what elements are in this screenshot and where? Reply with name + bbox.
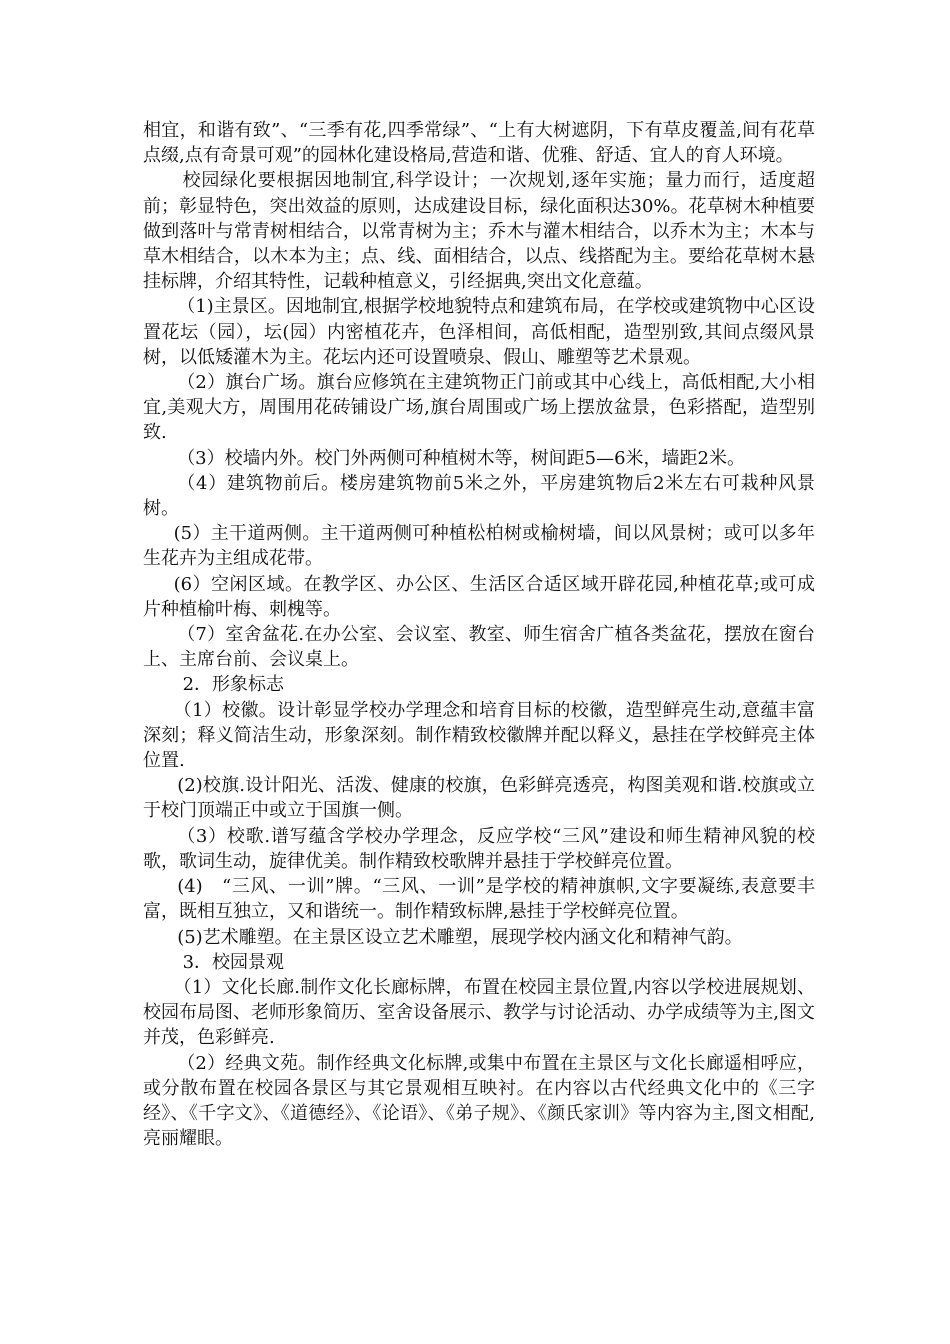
paragraph: （3）校墙内外。校门外两侧可种植树木等，树间距5—6米，墙距2米。 [177,447,745,469]
paragraph: 2．形象标志 [182,674,285,696]
paragraph: （7）室舍盆花.在办公室、会议室、教室、师生宿舍广植各类盆花，摆放在窗台上、主席台前、会议桌上。 [143,624,815,671]
paragraph: (5）主干道两侧。主干道两侧可种植松柏树或榆树墙，间以风景树；或可以多年生花卉为主组成花带。 [143,523,815,570]
paragraph: (5)艺术雕塑。在主景区设立艺术雕塑，展现学校内涵文化和精神气韵。 [177,926,743,948]
paragraph: （1）文化长廊.制作文化长廊标牌，布置在校园主景位置,内容以学校进展规划、校园布局图、老师形象简历、室舍设备展示、教学与讨论活动、办学成绩等为主,图文并茂，色彩鲜亮. [143,976,815,1049]
paragraph: （1）校徽。设计彰显学校办学理念和培育目标的校徽，造型鲜亮生动,意蕴丰富深刻；释义简洁生动，形象深刻。制作精致校徽牌并配以释义，悬挂在学校鲜亮主体位置. [143,699,815,772]
paragraph: （1)主景区。因地制宜,根据学校地貌特点和建筑布局，在学校或建筑物中心区设置花坛（园），坛(园）内密植花卉，色泽相间，高低相配，造型别致,其间点缀风景树，以低矮灌木为主。花坛内还可设置喷泉、假山、雕塑等艺术景观。 [143,296,815,368]
paragraph: 相宜，和谐有致”、“三季有花,四季常绿”、“上有大树遮阴，下有草皮覆盖,间有花草点缀,点有奇景可观”的园林化建设格局,营造和谐、优雅、舒适、宜人的育人环境。 [143,120,815,167]
paragraph: (6）空闲区域。在教学区、办公区、生活区合适区域开辟花园,种植花草;或可成片种植榆叶梅、刺槐等。 [143,573,815,620]
paragraph: （4）建筑物前后。楼房建筑物前5米之外，平房建筑物后2米左右可栽种风景树。 [143,472,815,520]
paragraph: (2)校旗.设计阳光、活泼、健康的校旗，色彩鲜亮透亮，构图美观和谐.校旗或立于校门顶端正中或立于国旗一侧。 [143,775,815,822]
paragraph: （2）旗台广场。旗台应修筑在主建筑物正门前或其中心线上，高低相配,大小相宜,美观大方，周围用花砖铺设广场,旗台周围或广场上摆放盆景，色彩搭配，造型别致. [143,372,815,444]
paragraph: 3．校园景观 [182,951,285,973]
document-body [143,118,815,1151]
paragraph: 校园绿化要根据因地制宜,科学设计；一次规划,逐年实施；量力而行，适度超前；彰显特色，突出效益的原则，达成建设目标，绿化面积达30%。花草树木种植要做到落叶与常青树相结合，以常青树为主；乔木与灌木相结合，以乔木为主；木本与草木相结合，以木本为主；点、线、面相结合，以点、线搭配为主。要给花草树木悬挂标牌，介绍其特性，记载种植意义，引经据典,突出文化意蕴。 [143,170,815,293]
paragraph: （3）校歌.谱写蕴含学校办学理念，反应学校“三风”建设和师生精神风貌的校歌，歌词生动，旋律优美。制作精致校歌牌并悬挂于学校鲜亮位置。 [143,825,815,872]
paragraph: (4) “三风、一训”牌。“三风、一训”是学校的精神旗帜,文字要凝练,表意要丰富，既相互独立，又和谐统一。制作精致标牌,悬挂于学校鲜亮位置。 [143,876,815,923]
paragraph: （2）经典文苑。制作经典文化标牌,或集中布置在主景区与文化长廊遥相呼应，或分散布置在校园各景区与其它景观相互映衬。在内容以古代经典文化中的《三字经》、《千字文》、《道德经》、《论语》、《弟子规》、《颜氏家训》等内容为主,图文相配,亮丽耀眼。 [143,1052,815,1150]
